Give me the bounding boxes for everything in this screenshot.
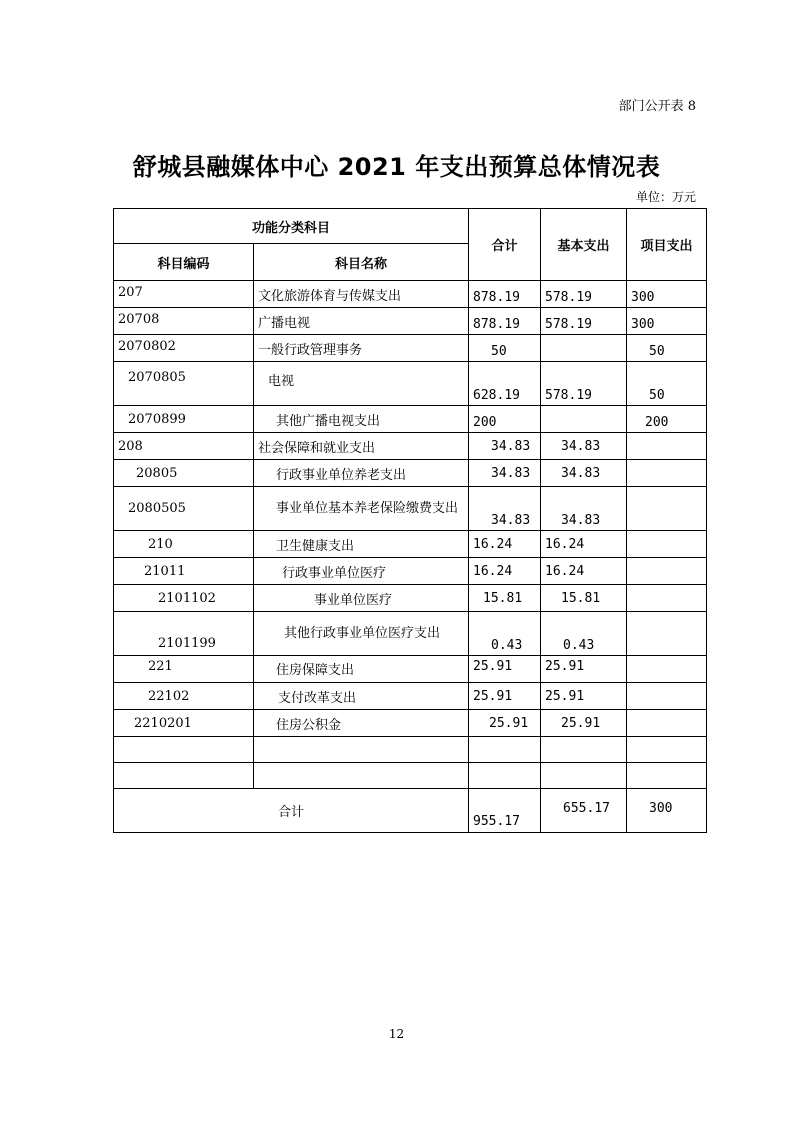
cell-name: 事业单位医疗 [254,585,469,612]
cell-basic: 0.43 [541,612,627,656]
cell-code: 20708 [114,308,254,335]
cell-basic: 34.83 [541,460,627,487]
cell-name: 广播电视 [254,308,469,335]
cell-total: 34.83 [469,433,541,460]
cell-basic: 25.91 [541,656,627,683]
header-basic-expenditure: 基本支出 [541,209,627,281]
cell-name: 行政事业单位医疗 [254,558,469,585]
cell-project [627,487,707,531]
cell-name: 事业单位基本养老保险缴费支出 [254,487,469,531]
cell-code: 2070899 [114,406,254,433]
cell-code: 2101199 [114,612,254,656]
cell-total: 25.91 [469,710,541,737]
total-label: 合计 [114,789,469,833]
table-row [114,683,707,710]
table-row-empty [114,763,707,789]
cell-basic: 34.83 [541,487,627,531]
cell-name: 其他广播电视支出 [254,406,469,433]
unit-label: 单位：万元 [635,190,696,204]
cell-total: 50 [469,335,541,362]
cell-name: 文化旅游体育与传媒支出 [254,281,469,308]
cell-total: 34.83 [469,460,541,487]
cell-code: 2070805 [114,362,254,406]
cell-basic: 578.19 [541,308,627,335]
table-row [114,531,707,558]
header-total: 合计 [469,209,541,281]
document-label: 部门公开表 8 [618,99,696,114]
cell-total: 200 [469,406,541,433]
cell-name: 卫生健康支出 [254,531,469,558]
cell-name: 行政事业单位养老支出 [254,460,469,487]
table-row [114,710,707,737]
table-row [114,460,707,487]
cell-name: 住房公积金 [254,710,469,737]
table-row [114,585,707,612]
cell-name: 住房保障支出 [254,656,469,683]
cell-basic: 16.24 [541,531,627,558]
cell-name: 社会保障和就业支出 [254,433,469,460]
total-row [114,789,707,833]
cell-basic: 25.91 [541,710,627,737]
budget-table [113,208,707,833]
cell-total: 0.43 [469,612,541,656]
cell-total: 15.81 [469,585,541,612]
page-title: 舒城县融媒体中心 2021 年支出预算总体情况表 [132,153,661,181]
cell-project [627,531,707,558]
cell-project [627,460,707,487]
cell-total: 16.24 [469,531,541,558]
cell-basic: 578.19 [541,362,627,406]
cell-total: 628.19 [469,362,541,406]
table-row [114,335,707,362]
total-total: 955.17 [469,789,541,833]
header-subject-code: 科目编码 [114,244,254,281]
table-row [114,281,707,308]
cell-basic: 25.91 [541,683,627,710]
total-project: 300 [627,789,707,833]
table-row [114,362,707,406]
cell-project [627,433,707,460]
cell-project: 200 [627,406,707,433]
cell-project: 300 [627,308,707,335]
cell-name: 电视 [254,362,469,406]
cell-project [627,558,707,585]
table-row [114,487,707,531]
total-basic: 655.17 [541,789,627,833]
cell-total: 878.19 [469,281,541,308]
table-row-empty [114,737,707,763]
table-row [114,656,707,683]
cell-total: 34.83 [469,487,541,531]
cell-code: 2070802 [114,335,254,362]
cell-code: 208 [114,433,254,460]
cell-code: 207 [114,281,254,308]
cell-code: 210 [114,531,254,558]
cell-total: 878.19 [469,308,541,335]
cell-name: 一般行政管理事务 [254,335,469,362]
cell-name: 支付改革支出 [254,683,469,710]
cell-project [627,612,707,656]
cell-code: 22102 [114,683,254,710]
cell-project: 50 [627,362,707,406]
page-number: 12 [388,1027,405,1041]
cell-total: 25.91 [469,656,541,683]
cell-project [627,585,707,612]
cell-basic: 34.83 [541,433,627,460]
cell-project [627,656,707,683]
table-row [114,433,707,460]
cell-project: 300 [627,281,707,308]
table-row [114,612,707,656]
header-project-expenditure: 项目支出 [627,209,707,281]
cell-code: 21011 [114,558,254,585]
cell-project [627,710,707,737]
cell-code: 221 [114,656,254,683]
cell-code: 2101102 [114,585,254,612]
header-subject-name: 科目名称 [254,244,469,281]
cell-code: 20805 [114,460,254,487]
cell-name: 其他行政事业单位医疗支出 [254,612,469,656]
header-function-category: 功能分类科目 [114,209,469,244]
cell-total: 16.24 [469,558,541,585]
cell-basic: 15.81 [541,585,627,612]
cell-basic: 578.19 [541,281,627,308]
cell-basic: 16.24 [541,558,627,585]
cell-code: 2080505 [114,487,254,531]
cell-code: 2210201 [114,710,254,737]
table-row [114,558,707,585]
cell-basic [541,406,627,433]
table-row [114,406,707,433]
cell-project: 50 [627,335,707,362]
cell-project [627,683,707,710]
table-row [114,308,707,335]
cell-basic [541,335,627,362]
cell-total: 25.91 [469,683,541,710]
